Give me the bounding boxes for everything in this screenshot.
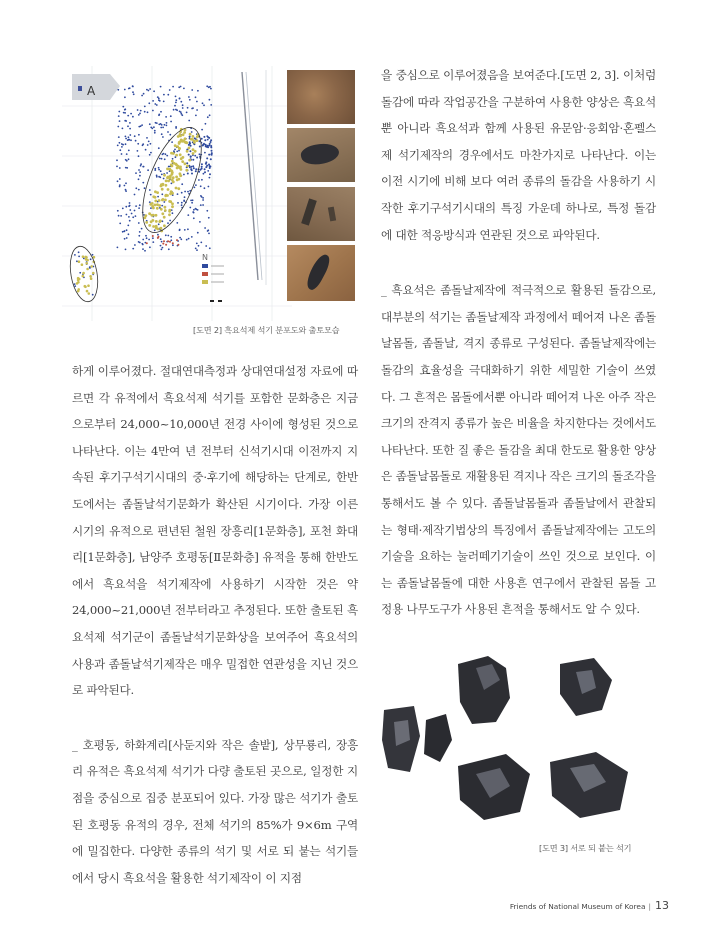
left-column <box>72 358 358 891</box>
footer-publication: Friends of National Museum of Korea <box>509 902 646 911</box>
left-paragraph-2: _ 호평동, 하화계리[사둔지와 작은 솔밭], 상무룡리, 장흥리 유적은 흑요석제 석기가 다량 출토된 곳으로, 일정한 지점을 중심으로 집중 분포되어 있다. 가장 많은 석기가 출토된 호평동 유적의 경우, 전체 석기의 85%가 9×6m 구역에 밀집한다. 다양한 종류의 석기 및 서로 되 붙는 석기들에서 당시 흑요석을 활용한 석기제작이 이 지점 <box>72 737 358 885</box>
section-strip <box>236 70 270 285</box>
right-column <box>381 62 656 623</box>
right-paragraph-2: _ 흑요석은 좀돌날제작에 적극적으로 활용된 돌감으로, 대부분의 석기는 좀돌날제작 과정에서 떼어져 나온 좀돌날몸돌, 좀돌날, 격지 종류로 구성된다. 좀돌날제작에는 돌감의 효율성을 극대화하기 위한 세밀한 기술이 쓰였다. 그 흔적은 몸돌에서뿐 아니라 떼어져 나온 아주 작은 크기의 잔격지 종류가 높은 비율을 차지한다는 것에서도 나타난다. 또한 질 좋은 돌감을 최대 한도로 활용한 양상은 좀돌날몸돌로 재활용된 격지나 작은 크기의 돌조각을 통해서도 볼 수 있다. 좀돌날몸돌과 좀돌날에서 관찰되는 형태·제작기법상의 특징에서 좀돌날제작에는 고도의 기술을 요하는 눌러떼기기술이 쓰인 것으로 보인다. 이는 좀돌날몸돌에 대한 사용흔 연구에서 관찰된 몸돌 고정용 나무도구가 사용된 흔적을 통해서도 알 수 있다. <box>381 283 656 617</box>
map-label-a: A <box>87 84 96 98</box>
artifact-4 <box>424 714 452 762</box>
excavation-photo-1 <box>287 70 355 124</box>
svg-text:N: N <box>202 253 208 262</box>
excavation-photo-2 <box>287 128 355 182</box>
footer-separator: | <box>648 902 651 911</box>
figure-2-caption: [도면 2] 흑요석제 석기 분포도와 출토모습 <box>193 325 340 335</box>
excavation-photo-4 <box>287 245 355 301</box>
left-paragraph-1: 하게 이루어졌다. 절대연대측정과 상대연대설정 자료에 따르면 각 유적에서 흑요석제 석기를 포함한 문화층은 지금으로부터 24,000~10,000년 전경 사이에 형성된 것으로 나타난다. 이는 4만여 년 전부터 신석기시대 이전까지 지속된 후기구석기시대의 중·후기에 해당하는 단계로, 한반도에서는 좀돌날석기문화가 확산된 시기이다. 가장 이른 시기의 유적으로 편년된 철원 장흥리[1문화층], 포천 화대리[1문화층], 남양주 호평동[Ⅱ문화층] 유적을 통해 한반도에서 흑요석을 석기제작에 사용하기 시작한 것은 약 24,000~21,000년 전부터라고 추정된다. 또한 출토된 흑요석제 석기군이 좀돌날석기문화상을 보여주어 흑요석의 사용과 좀돌날석기제작은 매우 밀접한 연관성을 지닌 것으로 파악된다. <box>72 364 358 698</box>
figure-3-artifacts <box>380 650 662 835</box>
excavation-photo-3 <box>287 187 355 241</box>
right-paragraph-1: 을 중심으로 이루어졌음을 보여준다.[도면 2, 3]. 이처럼 돌감에 따라 작업공간을 구분하여 사용한 양상은 흑요석뿐 아니라 흑요석과 함께 사용된 유문암·응회암·혼펠스제 석기제작의 경우에서도 마찬가지로 나타난다. 이는 이전 시기에 비해 보다 여러 종류의 돌감을 사용하기 시작한 후기구석기시대의 특징 가운데 하나로, 특정 돌감에 대한 적응방식과 연관된 것으로 파악된다. <box>381 68 656 242</box>
figure-3-caption: [도면 3] 서로 되 붙는 석기 <box>539 843 632 853</box>
page-number: 13 <box>655 899 669 912</box>
page-footer <box>510 899 669 912</box>
